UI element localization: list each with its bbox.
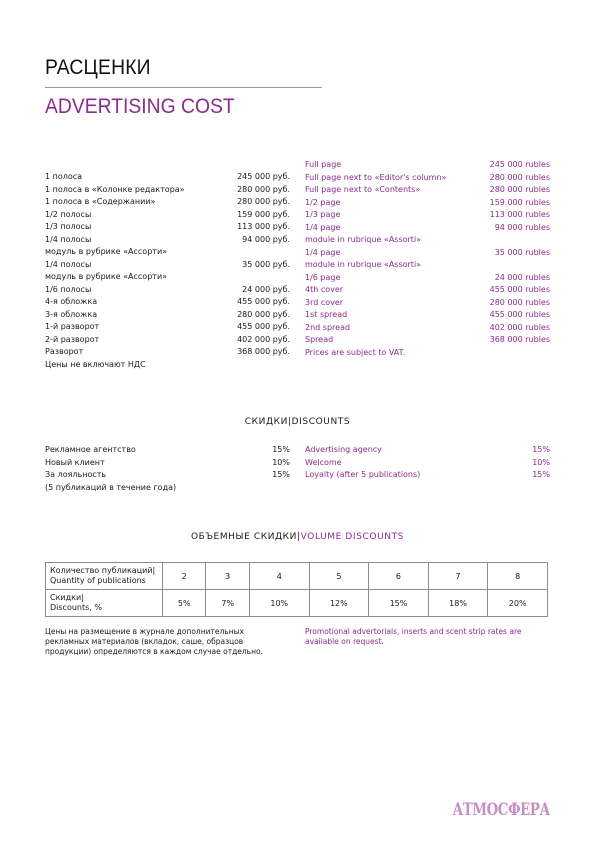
item-value: 455 000 руб. — [237, 322, 290, 331]
item-label: Loyalty (after 5 publications) — [305, 470, 421, 479]
item-label: Full page next to «Contents» — [305, 185, 421, 194]
item-value: 159 000 руб. — [237, 209, 290, 219]
table-cell: 12% — [309, 590, 369, 617]
table-cell: 7 — [428, 563, 488, 590]
item-value: 245 000 rubles — [489, 160, 550, 169]
item-value: 113 000 руб. — [237, 222, 290, 231]
quantity-label-en: Quantity of publications — [50, 576, 146, 585]
item-value: 15% — [532, 470, 550, 479]
heading-separator: | — [297, 532, 301, 542]
item-label: модуль в рубрике «Ассорти» — [45, 247, 168, 256]
brand-logo: АТМОСФЕРА — [452, 800, 550, 820]
item-value: 280 000 руб. — [237, 309, 290, 319]
table-cell: 15% — [369, 590, 429, 617]
item-label: Full page — [305, 160, 342, 169]
item-value: 402 000 руб. — [237, 334, 290, 344]
table-row-discount — [46, 590, 548, 617]
item-value: 455 000 rubles — [489, 285, 550, 294]
discounts-heading-ru: СКИДКИ — [244, 417, 288, 427]
item-label: 1 полоса в «Колонке редактора» — [45, 184, 185, 194]
item-value: 10% — [532, 457, 550, 467]
item-value: 280 000 rubles — [489, 297, 550, 307]
item-value: 94 000 rubles — [494, 222, 550, 232]
table-cell: 7% — [206, 590, 249, 617]
volume-heading-ru: ОБЪЕМНЫЕ СКИДКИ — [190, 532, 298, 542]
volume-discounts-heading — [0, 532, 595, 542]
item-label: 1/2 page — [305, 197, 341, 207]
item-value: 280 000 rubles — [489, 172, 550, 182]
table-cell: 10% — [249, 590, 309, 617]
item-label: Spread — [305, 335, 334, 344]
item-value: 455 000 руб. — [237, 297, 290, 306]
item-value: 35 000 rubles — [494, 247, 550, 257]
item-value: 455 000 rubles — [489, 310, 550, 319]
item-label: 1/3 page — [305, 210, 341, 219]
item-label: 1/3 полосы — [45, 222, 92, 231]
item-label: За лояльность — [45, 470, 107, 479]
item-value: 159 000 rubles — [489, 197, 550, 207]
item-label: 1st spread — [305, 310, 348, 319]
table-cell: 6 — [369, 563, 429, 590]
item-label: Prices are subject to VAT. — [305, 347, 406, 357]
note-en: Promotional advertorials, inserts and scent strip rates are available on request. — [305, 627, 522, 646]
table-cell: 5 — [309, 563, 369, 590]
item-value: 15% — [532, 445, 550, 454]
item-label: Цены не включают НДС — [45, 359, 146, 369]
item-label: Новый клиент — [45, 457, 105, 467]
item-label: 1/4 полосы — [45, 234, 92, 244]
table-cell: 3 — [206, 563, 249, 590]
item-label: Рекламное агентство — [45, 445, 136, 454]
discounts-heading-en: DISCOUNTS — [291, 417, 351, 427]
item-label: 4-я обложка — [45, 297, 98, 306]
table-row-quantity — [46, 563, 548, 590]
discounts-heading — [0, 417, 595, 427]
item-label: module in rubrique «Assorti» — [305, 260, 422, 269]
item-value: 113 000 rubles — [489, 210, 550, 219]
table-cell: 8 — [488, 563, 548, 590]
item-value: 24 000 rubles — [494, 272, 550, 282]
item-value: 402 000 rubles — [489, 322, 550, 332]
item-value: 368 000 руб. — [237, 347, 290, 356]
item-label: модуль в рубрике «Ассорти» — [45, 272, 168, 281]
item-label: 1-й разворот — [45, 322, 100, 331]
volume-heading-en: VOLUME DISCOUNTS — [300, 532, 405, 542]
item-label: 3rd cover — [305, 297, 344, 307]
item-label: 1/4 page — [305, 222, 341, 232]
item-label: 1/2 полосы — [45, 209, 92, 219]
item-label: 3-я обложка — [45, 309, 98, 319]
quantity-label — [46, 563, 163, 590]
table-cell: 4 — [249, 563, 309, 590]
item-value: 10% — [272, 457, 290, 467]
quantity-label-ru: Количество публикаций| — [50, 566, 156, 575]
item-value: 15% — [272, 445, 290, 454]
item-label: Welcome — [305, 457, 342, 467]
note-ru: Цены на размещение в журнале дополнительных рекламных материалов (вкладок, саше, образцов продукции) определяются в каждом случае отдельно. — [45, 627, 263, 656]
item-label: 1/6 page — [305, 272, 341, 282]
table-cell: 2 — [163, 563, 206, 590]
item-value: 15% — [272, 470, 290, 479]
item-label: 1 полоса в «Содержании» — [45, 197, 156, 206]
item-label: 2nd spread — [305, 322, 351, 332]
item-value: 24 000 руб. — [242, 284, 290, 294]
discount-label-en: Discounts, % — [50, 603, 102, 612]
heading-separator: | — [287, 417, 292, 427]
title-divider — [45, 87, 322, 88]
item-label: 2-й разворот — [45, 334, 100, 344]
volume-discounts-table — [45, 562, 548, 617]
item-value: 35 000 руб. — [242, 259, 290, 269]
item-value: 245 000 руб. — [237, 172, 290, 181]
item-label: 1/4 полосы — [45, 259, 92, 269]
item-value: 368 000 rubles — [489, 335, 550, 344]
item-label: module in rubrique «Assorti» — [305, 235, 422, 244]
table-cell: 18% — [428, 590, 488, 617]
item-label: (5 публикаций в течение года) — [45, 482, 177, 492]
table-cell: 5% — [163, 590, 206, 617]
discount-label — [46, 590, 163, 617]
item-value: 280 000 руб. — [237, 197, 290, 206]
item-label: 1 полоса — [45, 172, 83, 181]
item-value: 280 000 rubles — [489, 185, 550, 194]
item-label: Разворот — [45, 347, 84, 356]
item-label: 1/6 полосы — [45, 284, 92, 294]
item-label: 4th cover — [305, 285, 344, 294]
page-title-en: ADVERTISING COST — [45, 95, 235, 118]
discount-label-ru: Скидки| — [50, 593, 84, 602]
item-value: 280 000 руб. — [237, 184, 290, 194]
item-label: Full page next to «Editor's column» — [305, 172, 447, 182]
item-label: 1/4 page — [305, 247, 341, 257]
item-label: Advertising agency — [305, 445, 382, 454]
item-value: 94 000 руб. — [242, 234, 290, 244]
table-cell: 20% — [488, 590, 548, 617]
page-title-ru: РАСЦЕНКИ — [45, 56, 151, 79]
